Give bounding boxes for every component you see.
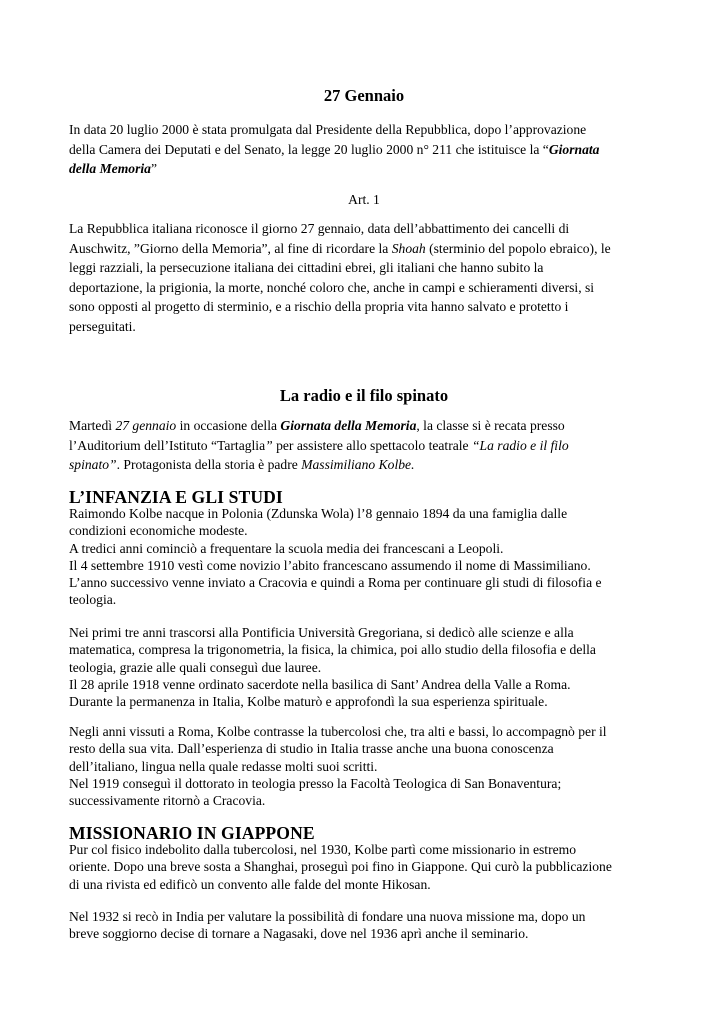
intro-line-1: In data 20 luglio 2000 è stata promulgata dal Presidente della Repubblica, dopo l’approvazione <box>69 122 587 137</box>
article-heading: Art. 1 <box>348 192 380 207</box>
intro-line-2: della Camera dei Deputati e del Senato, la legge 20 luglio 2000 n° 211 che istituisce la “Giornata <box>69 141 600 157</box>
intro-line-3: della Memoria” <box>69 161 157 176</box>
subtitle: La radio e il filo spinato <box>279 386 449 405</box>
infanzia-paragraph-2: Nei primi tre anni trascorsi alla Pontificia Università Gregoriana, si dedicò alle scienze e alla matematica, compresa la trigonometria, la fisica, la chimica, poi allo studio della filosofia e della teologia, grazie alle quali conseguì due lauree. Il 28 aprile 1918 venne ordinato sacerdote nella basilica di Sant’ Andrea della Valle a Roma. Durante la permanenza in Italia, Kolbe maturò e approfondì la sua esperienza spirituale. <box>69 625 596 710</box>
infanzia-paragraph-1: Raimondo Kolbe nacque in Polonia (Zdunska Wola) l’8 gennaio 1894 da una famiglia dalle condizioni economiche modeste. A tredici anni cominciò a frequentare la scuola media dei francescani a Leopoli. Il 4 settembre 1910 vestì come novizio l’abito francescano assumendo il nome di Massimiliano. L’anno successivo venne inviato a Cracovia e quindi a Roma per continuare gli studi di filosofia e teologia. <box>69 506 602 608</box>
section-heading-giappone: MISSIONARIO IN GIAPPONE <box>69 823 315 843</box>
giappone-paragraph-2: Nel 1932 si recò in India per valutare la possibilità di fondare una nuova missione ma, dopo un breve soggiorno decise di tornare a Nagasaki, dove nel 1936 aprì anche il seminario. <box>69 909 586 942</box>
intro-paragraph <box>69 120 659 179</box>
page-title: 27 Gennaio <box>323 86 405 105</box>
section-heading-infanzia: L’INFANZIA E GLI STUDI <box>69 487 283 507</box>
giappone-paragraph-1: Pur col fisico indebolito dalla tubercolosi, nel 1930, Kolbe partì come missionario in estremo oriente. Dopo una breve sosta a Shanghai, proseguì poi fino in Giappone. Qui curò la pubblicazione di una rivista ed edificò un convento alle falde del monte Hikosan. <box>69 842 612 892</box>
infanzia-paragraph-3: Negli anni vissuti a Roma, Kolbe contrasse la tubercolosi che, tra alti e bassi, lo accompagnò per il resto della sua vita. Dall’esperienza di studio in Italia trasse anche una buona conoscenza dell’italiano, lingua nella quale redasse molti suoi scritti. Nel 1919 conseguì il dottorato in teologia presso la Facoltà Teologica di San Bonaventura; successivamente ritornò a Cracovia. <box>69 724 607 809</box>
article-paragraph: La Repubblica italiana riconosce il giorno 27 gennaio, data dell’abbattimento dei cancelli di Auschwitz, ”Giorno della Memoria”, al fine di ricordare la Shoah (sterminio del popolo ebraico), le leggi razziali, la persecuzione italiana dei cittadini ebrei, gli italiani che hanno subito la deportazione, la prigionia, la morte, nonché coloro che, anche in campi e schieramenti diversi, si sono opposti al progetto di sterminio, e a rischio della propria vita hanno salvato e protetto i perseguitati. <box>69 221 611 334</box>
radio-paragraph: Martedì 27 gennaio in occasione della Giornata della Memoria, la classe si è recata presso l’Auditorium dell’Istituto “Tartaglia” per assistere allo spettacolo teatrale “La radio e il filo spinato”. Protagonista della storia è padre Massimiliano Kolbe. <box>69 418 569 472</box>
